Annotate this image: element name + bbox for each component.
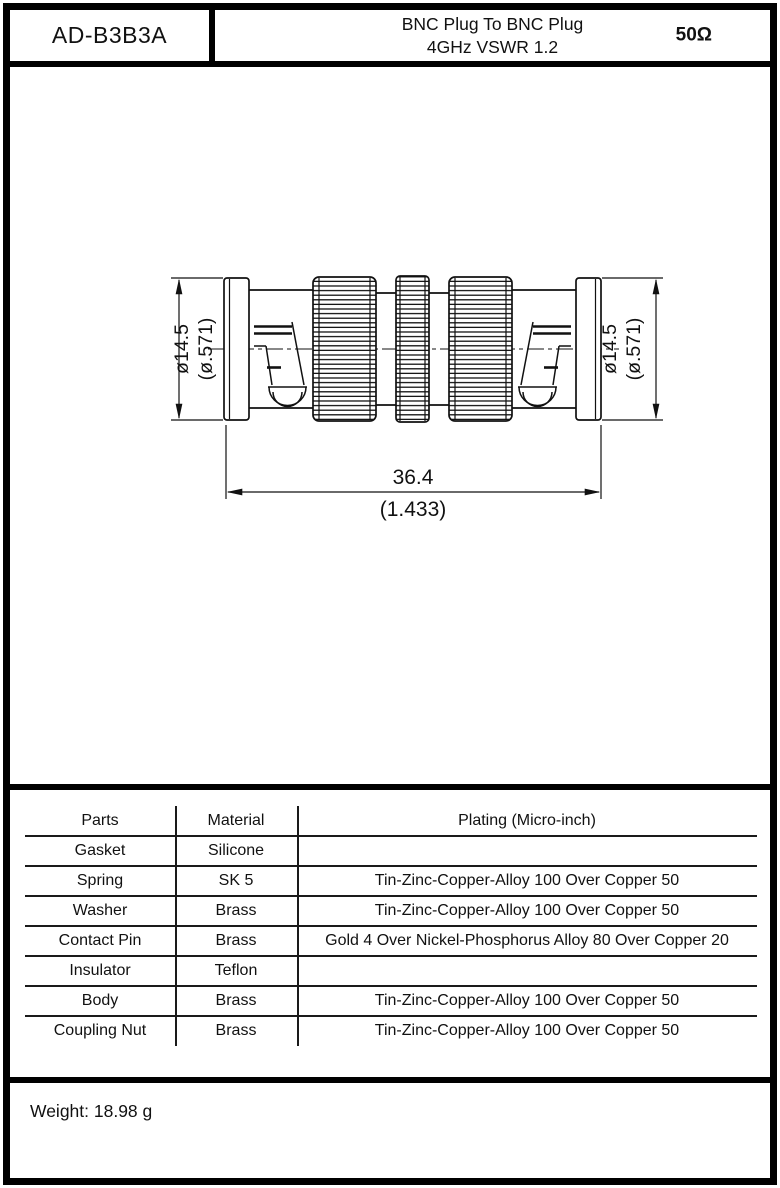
cell-plating: Tin-Zinc-Copper-Alloy 100 Over Copper 50 [374, 992, 680, 1009]
impedance-label: 50Ω [675, 24, 712, 46]
table-rule [25, 835, 757, 837]
table-divider [297, 806, 299, 1046]
drawing-section [10, 67, 770, 790]
cell-part: Coupling Nut [53, 1022, 147, 1039]
product-title-line1: BNC Plug To BNC Plug [401, 13, 584, 34]
left-coupling-nut [313, 277, 376, 421]
table-row [25, 896, 757, 926]
materials-section [10, 790, 770, 1083]
product-title-line2: 4GHz VSWR 1.2 [426, 36, 559, 57]
col-header-plating: Plating (Micro-inch) [458, 812, 596, 829]
col-header-parts: Parts [81, 812, 119, 829]
right-flange [576, 278, 601, 420]
datasheet-page [3, 3, 777, 1185]
cell-part: Body [81, 992, 119, 1009]
table-row [25, 986, 757, 1016]
weight-label: Weight: 18.98 g [30, 1101, 153, 1121]
technical-drawing [10, 67, 770, 790]
left-contact-detail [254, 322, 307, 407]
table-rule [25, 955, 757, 957]
materials-table [25, 806, 757, 1046]
table-row [25, 926, 757, 956]
cell-part: Washer [72, 902, 128, 919]
cell-plating: Tin-Zinc-Copper-Alloy 100 Over Copper 50 [374, 1022, 680, 1039]
right-coupling-nut [449, 277, 512, 421]
cell-material: Teflon [214, 962, 258, 979]
footer-section [10, 1083, 770, 1155]
right-contact-detail [518, 322, 571, 407]
left-flange [224, 278, 249, 420]
cell-material: Brass [215, 902, 257, 919]
center-ring [396, 276, 429, 422]
cell-material: Brass [215, 1022, 257, 1039]
dim-right-mm: ø14.5 [599, 324, 621, 374]
table-row [25, 1016, 757, 1046]
dim-length-mm: 36.4 [392, 466, 434, 489]
product-title [215, 10, 770, 61]
cell-part: Gasket [74, 842, 126, 859]
table-row [25, 956, 757, 986]
dim-left-in: (ø.571) [195, 317, 217, 381]
cell-material: Brass [215, 992, 257, 1009]
cell-material: Silicone [207, 842, 265, 859]
table-row [25, 866, 757, 896]
table-rule [25, 865, 757, 867]
dim-left-mm: ø14.5 [171, 324, 193, 374]
table-rule [25, 925, 757, 927]
title-block [10, 10, 770, 67]
table-rule [25, 895, 757, 897]
table-divider [175, 806, 177, 1046]
table-rule [25, 985, 757, 987]
dim-length-in: (1.433) [379, 498, 447, 521]
cell-plating: Tin-Zinc-Copper-Alloy 100 Over Copper 50 [374, 902, 680, 919]
cell-part: Insulator [69, 962, 131, 979]
cell-part: Spring [76, 872, 124, 889]
cell-part: Contact Pin [58, 932, 142, 949]
cell-material: Brass [215, 932, 257, 949]
table-rule [25, 1015, 757, 1017]
cell-material: SK 5 [218, 872, 254, 889]
dim-right-in: (ø.571) [623, 317, 645, 381]
table-header-row [25, 806, 757, 836]
table-row [25, 836, 757, 866]
part-number: AD-B3B3A [10, 10, 215, 61]
col-header-material: Material [207, 812, 265, 829]
cell-plating: Gold 4 Over Nickel-Phosphorus Alloy 80 Over Copper 20 [325, 932, 729, 949]
cell-plating: Tin-Zinc-Copper-Alloy 100 Over Copper 50 [374, 872, 680, 889]
